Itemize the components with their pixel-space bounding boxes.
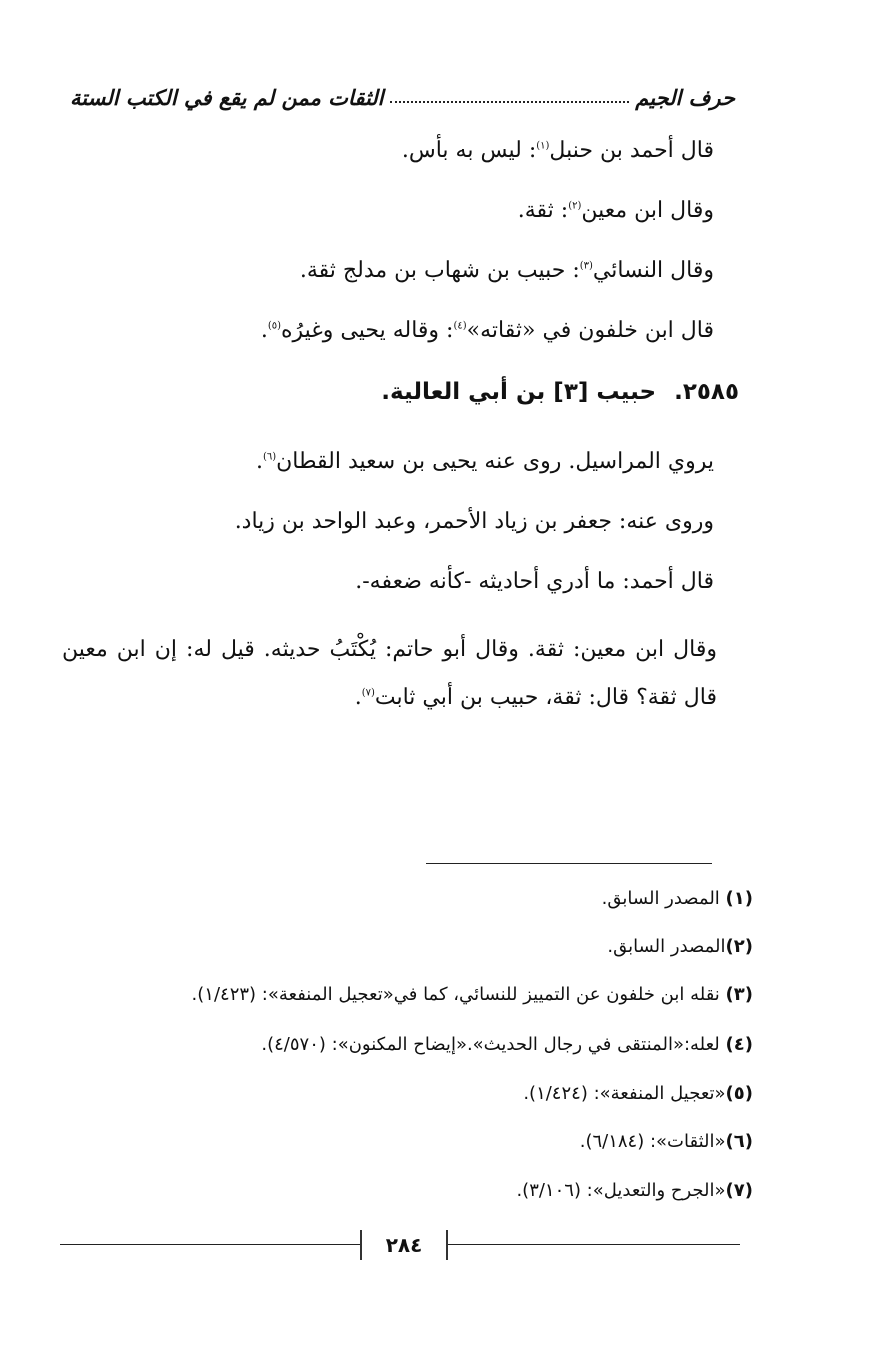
body-line-7: قال أحمد: ما أدري أحاديثه -كأنه ضعفه-. — [355, 569, 714, 594]
footnote-marker: (٢) — [568, 200, 582, 212]
footnote-number: (٣) — [725, 984, 753, 1005]
footnote-text: المصدر السابق. — [607, 936, 726, 957]
line-text: : حبيب بن شهاب بن مدلج ثقة. — [299, 258, 580, 283]
footnote-text: «الجرح والتعديل»: (٣/١٠٦). — [516, 1180, 726, 1201]
footnote-2 — [607, 934, 753, 960]
footnote-number: (٤) — [725, 1034, 753, 1055]
line-text: قال ابن خلفون في «ثقاته» — [466, 318, 714, 343]
body-line-5 — [256, 447, 714, 477]
page-number: ٢٨٤ — [360, 1230, 448, 1260]
footnote-7 — [516, 1178, 753, 1204]
footnote-1 — [602, 886, 753, 912]
body-line-6: وروى عنه: جعفر بن زياد الأحمر، وعبد الواحد بن زياد. — [234, 509, 714, 534]
body-line-2 — [518, 196, 714, 226]
footnote-marker: (٤) — [453, 320, 467, 332]
footnote-text: المصدر السابق. — [601, 888, 726, 909]
footnote-number: (٦) — [725, 1131, 753, 1152]
line-text: وقال ابن معين — [581, 198, 714, 223]
footnote-5 — [523, 1081, 753, 1107]
footnote-marker: (٥) — [267, 320, 281, 332]
line-text: . — [255, 449, 263, 474]
footnote-number: (٢) — [725, 936, 753, 957]
footnote-text: لعله:«المنتقى في رجال الحديث».«إيضاح المكنون»: (٤/٥٧٠). — [261, 1034, 726, 1055]
line-text: : ثقة. — [517, 198, 569, 223]
body-line-3 — [300, 256, 714, 286]
line-text: وقال النسائي — [592, 258, 714, 283]
body-line-4 — [261, 316, 714, 346]
line-text: يروي المراسيل. روى عنه يحيى بن سعيد القطان — [276, 449, 714, 474]
body-line-1 — [402, 136, 714, 166]
header-chapter: حرف الجيم — [635, 86, 735, 110]
footnote-marker: (٦) — [262, 451, 277, 463]
entry-heading — [381, 376, 739, 408]
line-text: قال أحمد بن حنبل — [549, 138, 714, 163]
line-text: . — [260, 318, 268, 343]
paragraph-text: وقال ابن معين: ثقة. وقال أبو حاتم: يُكْتَبُ حديثه. قيل له: إن ابن معين قال ثقة؟ قال: ثقة، حبيب بن أبي ثابت — [62, 637, 717, 710]
body-paragraph — [62, 626, 717, 722]
line-text: : وقاله يحيى وغيرُه — [281, 318, 454, 343]
footnote-3 — [192, 982, 753, 1008]
footnote-number: (٧) — [725, 1180, 753, 1201]
running-header — [70, 74, 735, 110]
header-dot-leader — [390, 101, 630, 103]
footnote-text: «الثقات»: (٦/١٨٤). — [579, 1131, 726, 1152]
footnote-4 — [261, 1032, 753, 1058]
footnote-marker: (١) — [536, 140, 550, 152]
footnote-number: (١) — [725, 888, 753, 909]
footnote-text: «تعجيل المنفعة»: (١/٤٢٤). — [523, 1083, 726, 1104]
entry-number: ٢٥٨٥. — [674, 379, 739, 405]
footnote-marker: (٧) — [361, 687, 375, 699]
header-book-title: الثقات ممن لم يقع في الكتب الستة — [70, 86, 384, 110]
footnote-separator — [426, 863, 712, 864]
footnote-text: نقله ابن خلفون عن التمييز للنسائي، كما في«تعجيل المنفعة»: (١/٤٢٣). — [191, 984, 726, 1005]
entry-title: حبيب [٣] بن أبي العالية. — [381, 379, 657, 405]
line-text: : ليس به بأس. — [401, 138, 537, 163]
footnote-6 — [580, 1129, 753, 1155]
footnote-number: (٥) — [725, 1083, 753, 1104]
paragraph-text: . — [354, 685, 362, 710]
footnote-marker: (٣) — [579, 260, 593, 272]
